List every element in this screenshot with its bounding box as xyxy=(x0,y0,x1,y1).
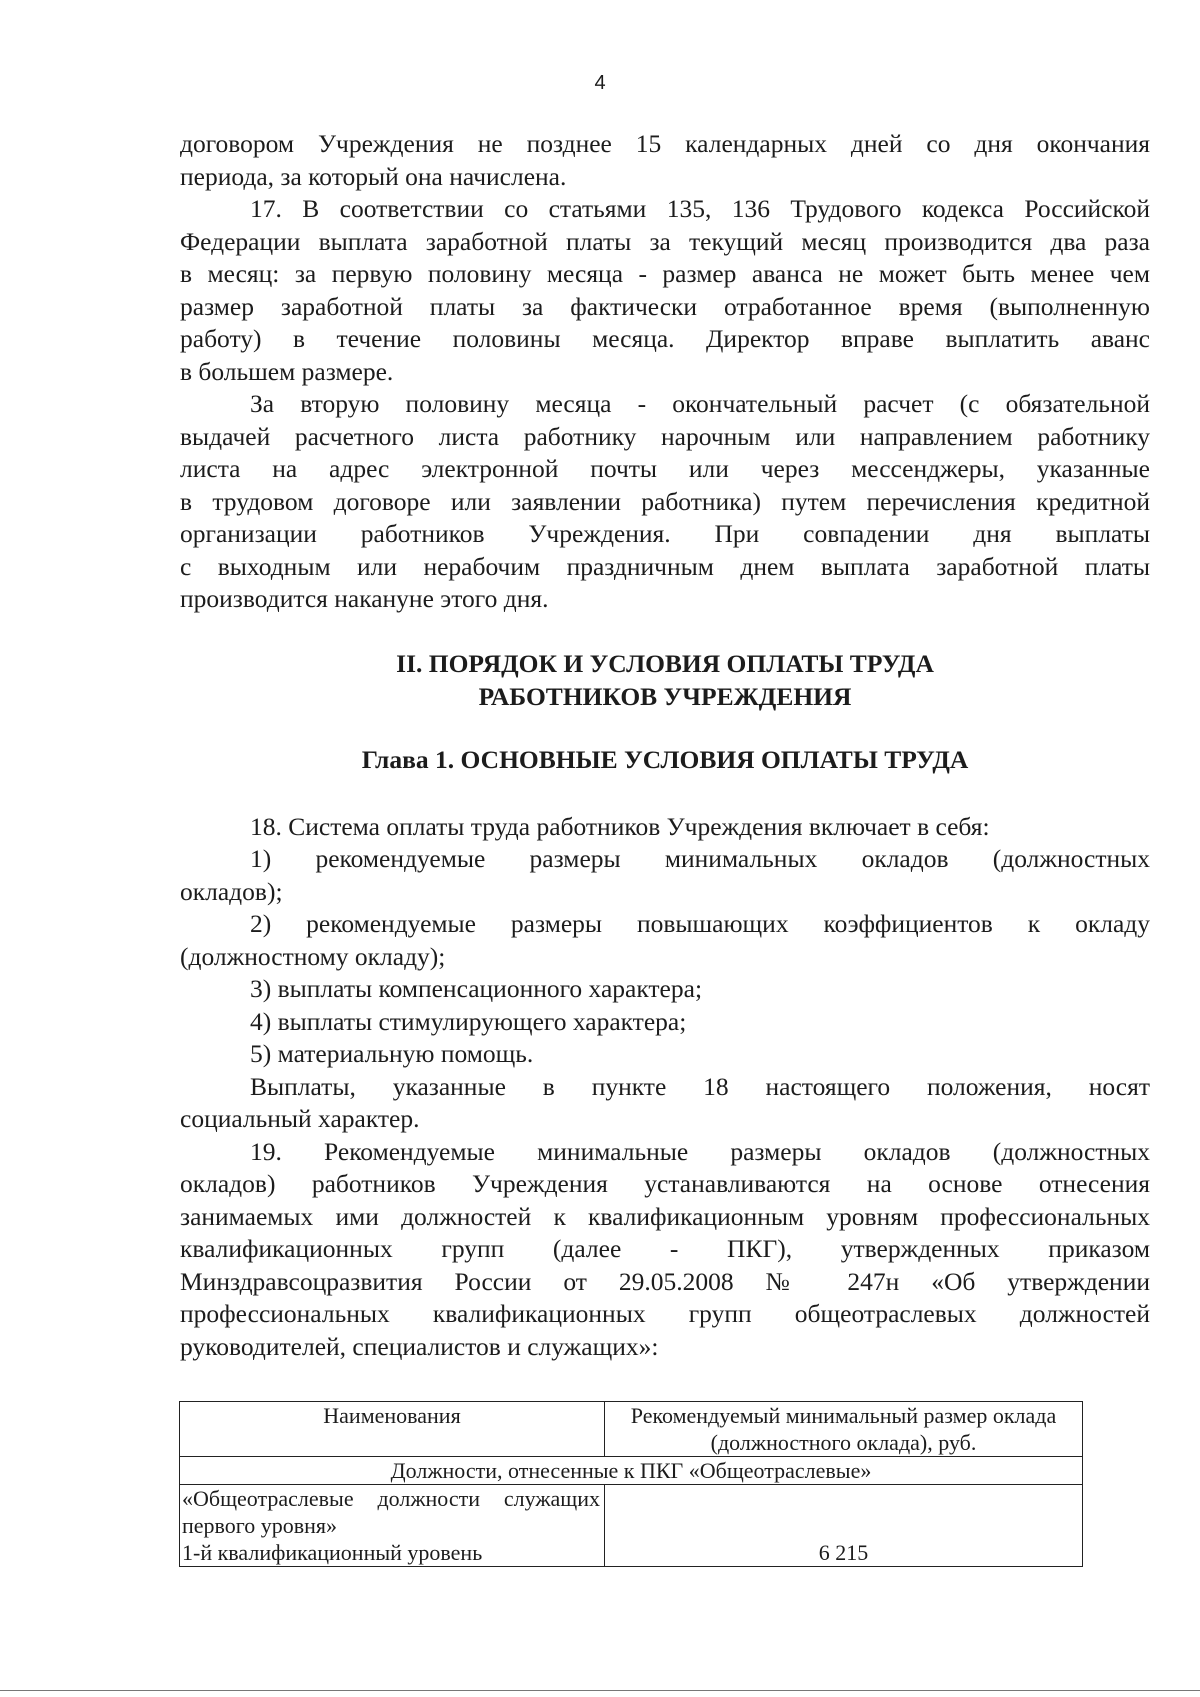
table-group-row xyxy=(180,1457,1083,1485)
position-line: 1-й квалификационный уровень xyxy=(182,1540,483,1565)
paragraph-payments-note xyxy=(180,1071,1150,1136)
paragraph-17 xyxy=(180,193,1150,388)
paragraph-second-half xyxy=(180,388,1150,616)
salary-table-wrapper xyxy=(179,1401,1083,1567)
text-line: 19. Рекомендуемые минимальные размеры окладов (должностных xyxy=(250,1136,1150,1166)
chapter-title: Глава 1. ОСНОВНЫЕ УСЛОВИЯ ОПЛАТЫ ТРУДА xyxy=(361,744,969,774)
position-line: «Общеотраслевые должности служащих xyxy=(182,1486,600,1511)
text-line: квалификационных групп (далее - ПКГ), утвержденных приказом xyxy=(180,1234,1150,1263)
list-item-4 xyxy=(180,1006,1150,1039)
text-line: Федерации выплата заработной платы за текущий месяц производится два раза xyxy=(180,226,1150,256)
text-line: организации работников Учреждения. При совпадении дня выплаты xyxy=(180,519,1150,548)
table-header-row xyxy=(180,1402,1083,1457)
text-line: 5) материальную помощь. xyxy=(250,1039,534,1068)
text-line: социальный характер. xyxy=(180,1104,420,1133)
header-line: Рекомендуемый минимальный размер оклада xyxy=(630,1403,1057,1428)
table-header-cell xyxy=(605,1402,1083,1457)
text-line: производится накануне этого дня. xyxy=(180,584,549,613)
page-number: 4 xyxy=(594,72,606,94)
paragraph-18 xyxy=(180,811,1150,844)
list-item-2 xyxy=(180,908,1150,973)
text-line: договором Учреждения не позднее 15 календарных дней со дня окончания xyxy=(180,129,1150,158)
section-title-line: II. ПОРЯДОК И УСЛОВИЯ ОПЛАТЫ ТРУДА xyxy=(396,648,934,678)
text-line: окладов); xyxy=(180,876,283,906)
text-line: 2) рекомендуемые размеры повышающих коэффициентов к окладу xyxy=(250,909,1150,938)
group-cell: Должности, отнесенные к ПКГ «Общеотраслевые» xyxy=(180,1457,1083,1485)
table-row xyxy=(180,1485,1083,1567)
text-line: профессиональных квалификационных групп общеотраслевых должностей xyxy=(180,1299,1150,1328)
text-line: с выходным или нерабочим праздничным днем выплата заработной платы xyxy=(180,551,1150,581)
document-body xyxy=(180,128,1150,1363)
text-line: работу) в течение половины месяца. Директор вправе выплатить аванс xyxy=(180,324,1150,353)
section-title-line: РАБОТНИКОВ УЧРЕЖДЕНИЯ xyxy=(478,681,852,711)
text-line: 17. В соответствии со статьями 135, 136 Трудового кодекса Российской xyxy=(250,194,1150,223)
text-line: За вторую половину месяца - окончательный расчет (с обязательной xyxy=(250,389,1150,418)
text-line: 3) выплаты компенсационного характера; xyxy=(250,974,703,1003)
text-line: окладов) работников Учреждения устанавливаются на основе отнесения xyxy=(180,1169,1150,1198)
paragraph-19 xyxy=(180,1136,1150,1364)
text-line: (должностному окладу); xyxy=(180,941,446,971)
text-line: Минздравсоцразвития России от 29.05.2008 № 247н «Об утверждении xyxy=(180,1266,1150,1296)
text-line: в трудовом договоре или заявлении работника) путем перечисления кредитной xyxy=(180,486,1150,516)
salary-value-cell: 6 215 xyxy=(605,1485,1083,1567)
text-line: в большем размере. xyxy=(180,356,394,386)
text-line: в месяц: за первую половину месяца - размер аванса не может быть менее чем xyxy=(180,259,1150,288)
list-item-5 xyxy=(180,1038,1150,1071)
text-line: занимаемых ими должностей к квалификационным уровням профессиональных xyxy=(180,1201,1150,1231)
text-line: 4) выплаты стимулирующего характера; xyxy=(250,1006,687,1036)
text-line: 1) рекомендуемые размеры минимальных окладов (должностных xyxy=(250,844,1150,873)
position-line: первого уровня» xyxy=(182,1513,338,1538)
page-bottom-edge xyxy=(0,1690,1200,1691)
text-line: листа на адрес электронной почты или через мессенджеры, указанные xyxy=(180,454,1150,483)
table-header-cell: Наименования xyxy=(180,1402,605,1457)
text-line: Выплаты, указанные в пункте 18 настоящего положения, носят xyxy=(250,1071,1150,1101)
position-cell xyxy=(180,1485,605,1567)
text-line: руководителей, специалистов и служащих»: xyxy=(180,1331,659,1361)
text-line: размер заработной платы за фактически отработанное время (выполненную xyxy=(180,291,1150,321)
text-line: периода, за который она начислена. xyxy=(180,161,567,191)
salary-table xyxy=(179,1401,1083,1567)
paragraph-continuation xyxy=(180,128,1150,193)
section-title xyxy=(180,647,1150,713)
list-item-1 xyxy=(180,843,1150,908)
list-item-3 xyxy=(180,973,1150,1006)
text-line: 18. Система оплаты труда работников Учреждения включает в себя: xyxy=(250,811,990,841)
text-line: выдачей расчетного листа работнику нарочным или направлением работнику xyxy=(180,421,1150,451)
header-line: (должностного оклада), руб. xyxy=(710,1430,977,1455)
